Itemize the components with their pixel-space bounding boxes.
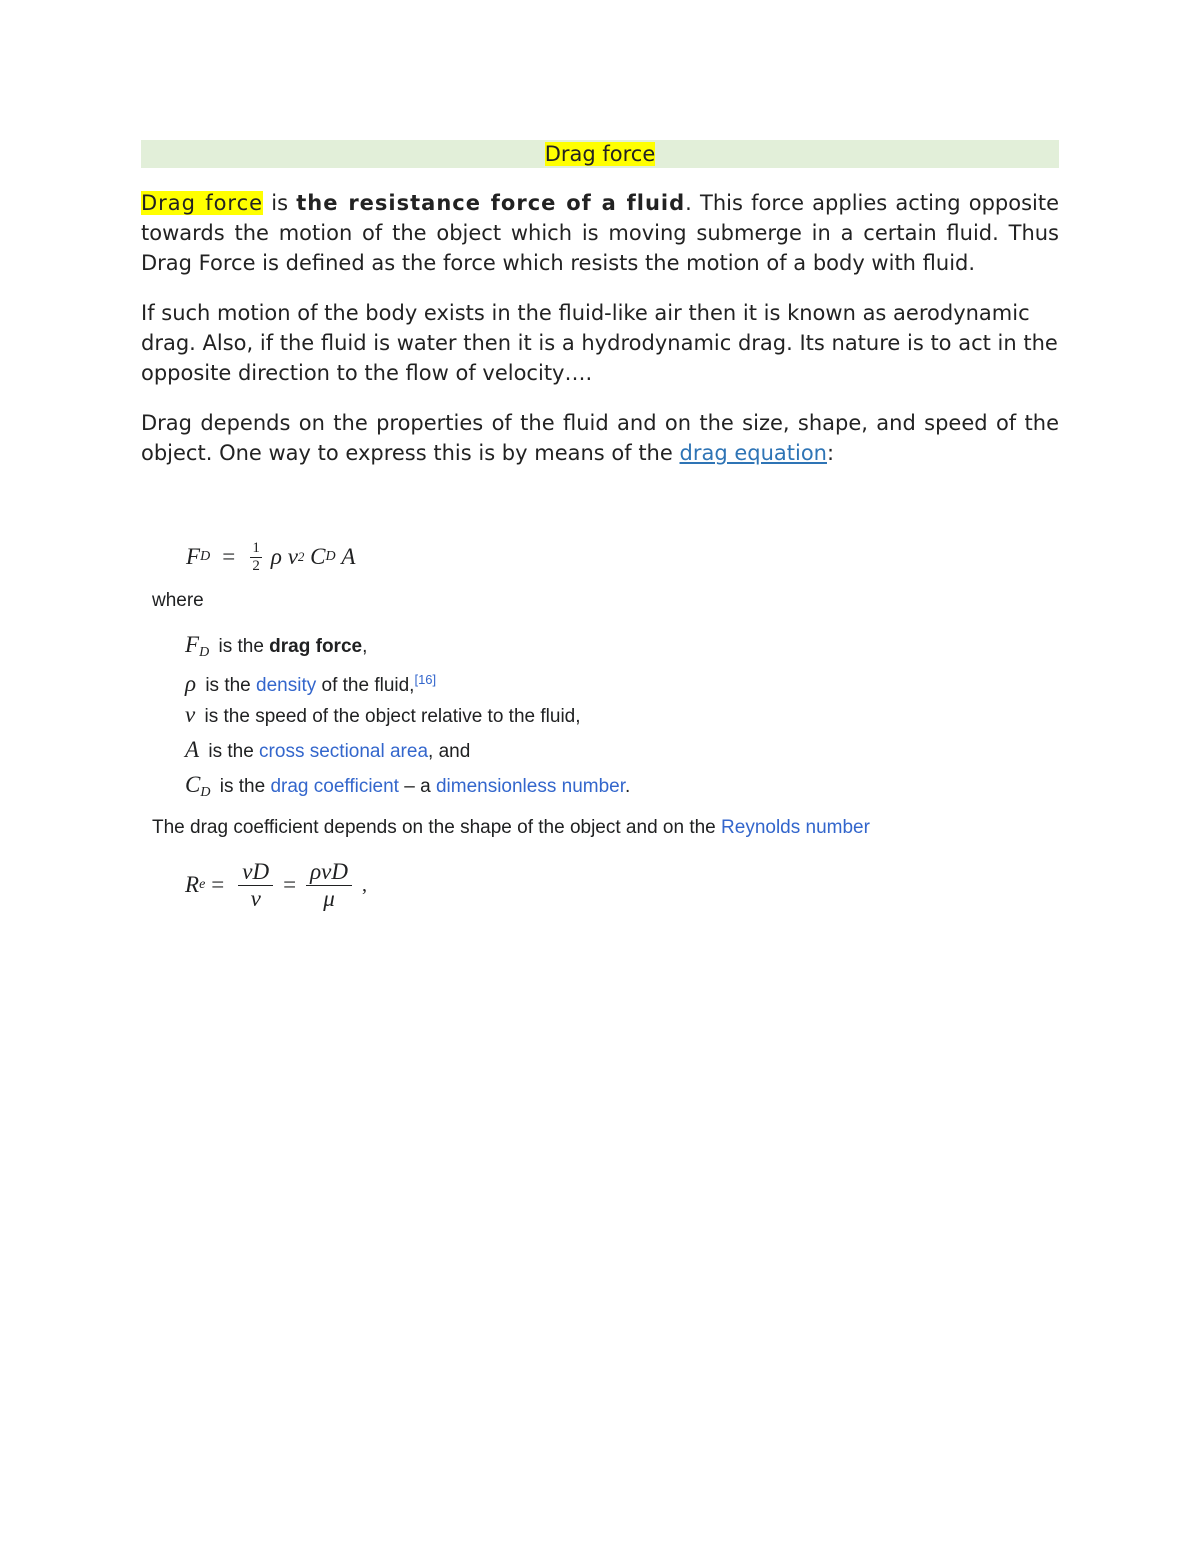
bold-definition: the resistance force of a fluid — [296, 191, 686, 215]
one-half-fraction: $\frac{1}{2}$ — [250, 540, 262, 574]
title-band — [141, 140, 1059, 168]
vd-over-nu-fraction: $\frac{vD}{\nu}$ — [238, 859, 273, 911]
highlighted-term: Drag force — [141, 191, 264, 215]
p3-text: Drag depends on the properties of the fluid and on the size, shape, and speed of the object. One way to express this is by means of the — [141, 411, 1059, 465]
paragraph-drag-depends — [141, 408, 1059, 468]
drag-coefficient-sentence: The drag coefficient depends on the shape of the object and on the Reynolds number — [152, 817, 870, 838]
density-link[interactable]: density — [256, 675, 317, 696]
p1-rest: . This force applies acting opposite towards the motion of the object which is moving submerge in a certain fluid. Thus Drag Force is defined as the force which resists the motion of a body with fluid. — [141, 191, 1060, 275]
document-page — [141, 140, 1059, 468]
def-density: ρ is the density of the fluid,[16] — [185, 671, 437, 696]
reynolds-equation: R e = $\frac{vD}{\nu}$ = $\frac{\text{ρvD}}{\mu}$ , — [185, 859, 367, 911]
def-drag-force: $F_D$ is the drag force, — [185, 632, 368, 660]
definition-list — [185, 627, 630, 802]
def-speed: v is the speed of the object relative to the fluid, — [185, 702, 581, 727]
where-label: where — [152, 590, 204, 611]
p3-colon: : — [826, 441, 835, 465]
cross-sectional-area-link[interactable]: cross sectional area — [259, 741, 429, 762]
page-title: Drag force — [544, 142, 656, 166]
reference-16[interactable]: [16] — [414, 672, 437, 687]
paragraph-definition — [141, 188, 1059, 278]
p1-is: is — [271, 191, 289, 215]
def-area: A is the cross sectional area, and — [185, 737, 471, 762]
drag-equation-link[interactable]: drag equation — [679, 441, 827, 465]
paragraph-aerodynamic — [141, 298, 1059, 388]
def-drag-coefficient: $C_D$ is the drag coefficient – a dimensionless number. — [185, 772, 631, 800]
drag-coefficient-link[interactable]: drag coefficient — [270, 776, 399, 797]
p2-text: If such motion of the body exists in the fluid-like air then it is known as aerodynamic drag. Also, if the fluid is water then it is a hydrodynamic drag. Its nature is to act in the opposite direction to the flow of velocity…. — [141, 301, 1058, 385]
reynolds-number-link[interactable]: Reynolds number — [721, 817, 870, 838]
drag-force-bold: drag force — [269, 636, 363, 657]
dimensionless-number-link[interactable]: dimensionless number — [435, 776, 625, 797]
drag-equation: F D = $\frac{1}{2}$ ρ v 2 C D A — [186, 540, 356, 574]
rho-vd-over-mu-fraction: $\frac{\text{ρvD}}{\mu}$ — [306, 859, 352, 911]
